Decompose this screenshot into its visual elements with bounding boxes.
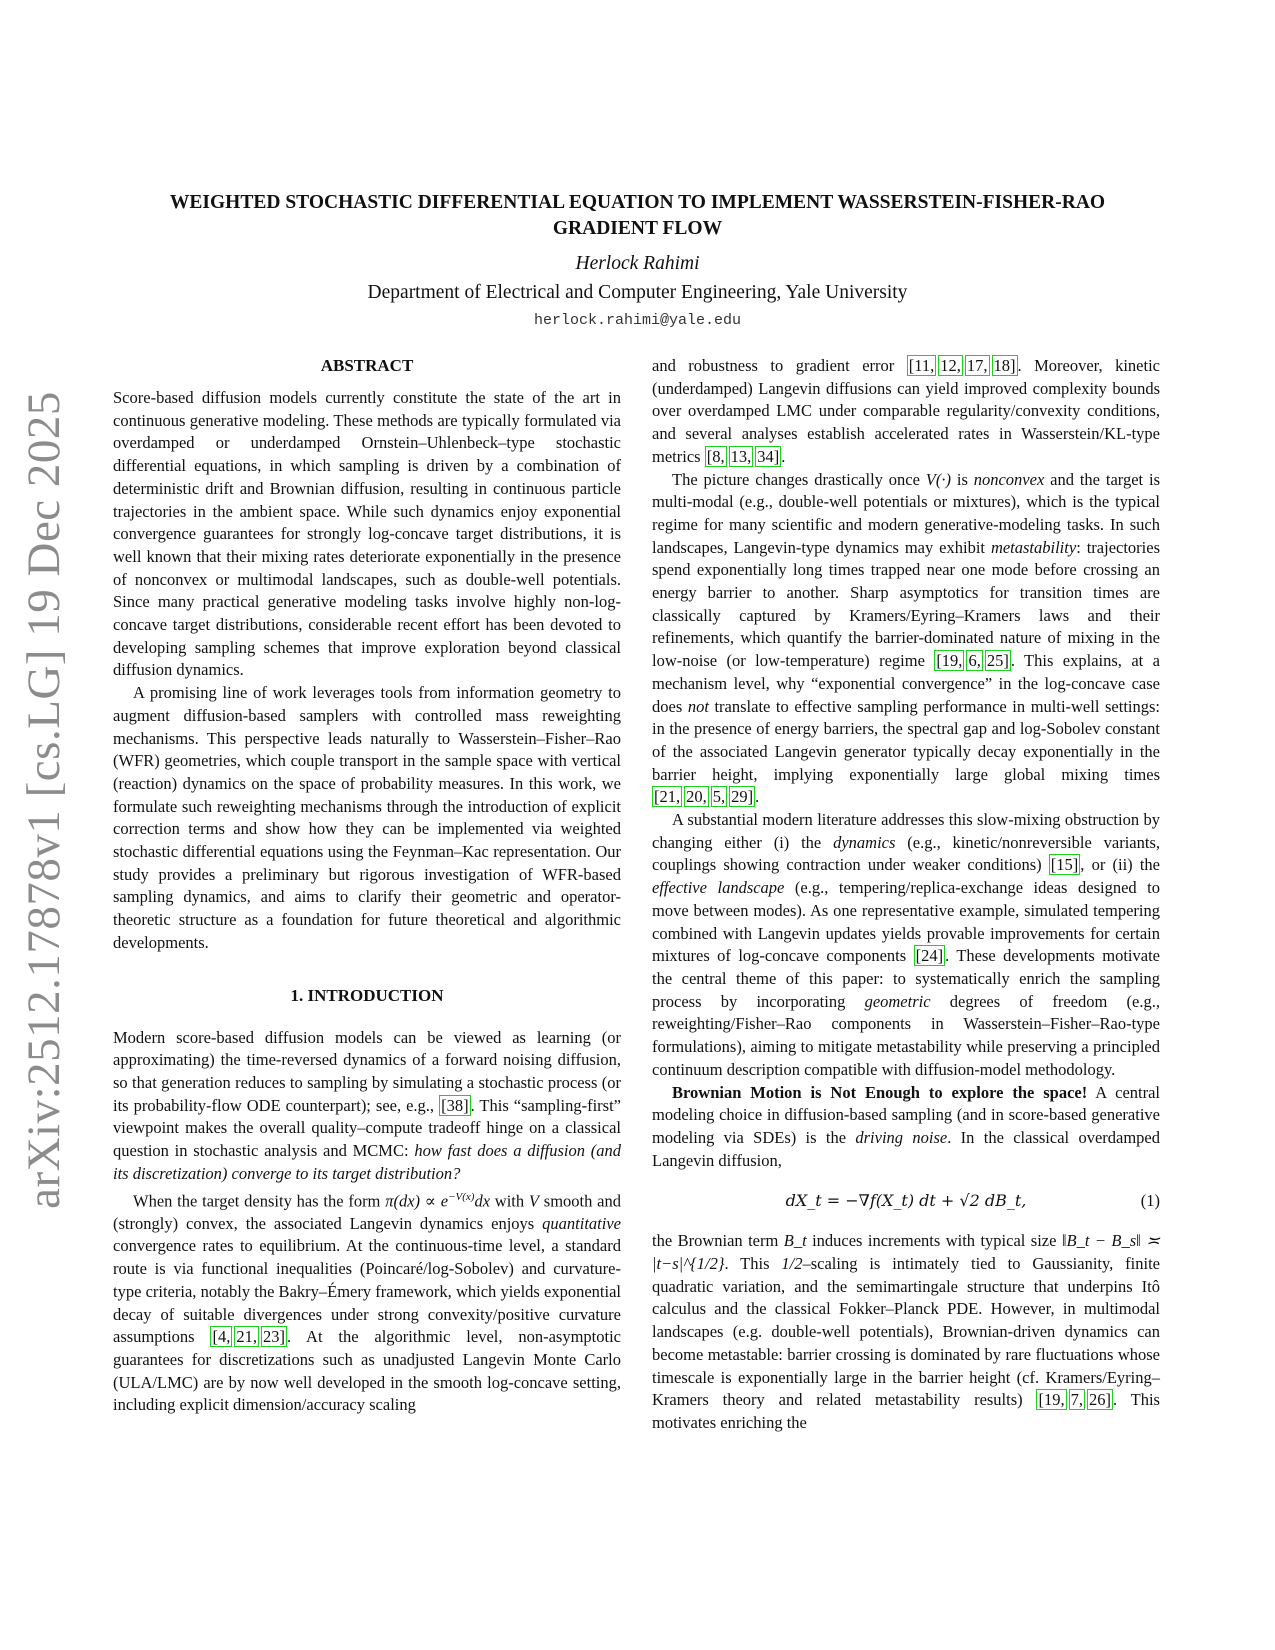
citation-link[interactable]: [11,	[908, 356, 935, 375]
inline-math: dx	[474, 1191, 491, 1210]
abstract-paragraph-1: Score-based diffusion models currently constitute the state of the art in continuous generative modeling. These methods are typically formulated via overdamped or underdamped Ornstein–Uhlenbeck–type stochastic differential equations, in which sampling is driven by a combination of deterministic drift and Brownian diffusion, resulting in continuous particle trajectories in the ambient space. While such dynamics enjoy exponential convergence guarantees for strongly log-concave target distributions, it is well known that their mixing rates deteriorate exponentially in the presence of nonconvex or multimodal landscapes, such as double-well potentials. Since many practical generative modeling tasks involve highly non-log-concave target distributions, considerable recent effort has been devoted to developing sampling schemes that improve exploration beyond classical diffusion dynamics.	[113, 388, 621, 680]
citation-link[interactable]: 25]	[986, 651, 1009, 671]
citation-link[interactable]: 13,	[730, 446, 752, 466]
text-span: A substantial modern literature addresses this slow-mixing obstruction by changing either (i) the	[652, 810, 1160, 852]
right-paragraph-3	[652, 1082, 1160, 1173]
citation-link[interactable]: [4,	[212, 1327, 231, 1347]
text-span: with	[490, 1191, 529, 1210]
text-span: convergence rates to equilibrium. At the continuous-time level, a standard route is via functional inequalities (Poincaré/log-Sobolev) and curvature-type criteria, notably the Bakry–Émery framework, which yields exponential decay of suitable divergences under strong convexity/positive curvature assumptions	[113, 1236, 621, 1347]
inline-math: B_t	[783, 1231, 807, 1251]
intro-paragraph-2	[113, 1186, 621, 1418]
citation-link[interactable]: 18]	[993, 356, 1016, 375]
emphasis: metastability	[990, 537, 1077, 557]
citation-link[interactable]: [15]	[1050, 855, 1079, 875]
right-paragraph-0	[652, 355, 1160, 469]
text-span: –scaling is intimately tied to Gaussianity, finite quadratic variation, and the semimartingale structure that underpins Itô calculus and the classical Fokker–Planck PDE. However, in multimodal landscapes (e.g. double-well potentials), Brownian-driven dynamics can become metastable: barrier crossing is dominated by rare fluctuations whose timescale is exponentially large in the barrier height (cf. Kramers/Eyring–Kramers theory and related metastability results)	[652, 1254, 1160, 1410]
text-span: : trajectories spend exponentially long times trapped near one mode before crossing an energy barrier to another. Sharp asymptotics for transition times are classically captured by Kramers/Eyring–Kramers laws and their refinements, which quantify the barrier-dominated nature of mixing in the low-noise (or low-temperature) regime	[652, 537, 1160, 671]
text-span: Modern score-based diffusion models can be viewed as learning (or approximating) the time-reversed dynamics of a forward noising diffusion, so that generation reduces to sampling by simulating a stochastic process (or its probability-flow ODE counterpart); see, e.g.,	[113, 1027, 621, 1115]
citation-link[interactable]: [38]	[441, 1095, 469, 1115]
text-span: is	[951, 469, 974, 489]
abstract-heading: ABSTRACT	[320, 356, 414, 375]
abstract-paragraph-2: A promising line of work leverages tools from information geometry to augment diffusion-based samplers with controlled mass reweighting mechanisms. This perspective leads naturally to Wasserstein–Fisher–Rao (WFR) geometries, which couple transport in the sample space with vertical (reaction) dynamics on the space of probability measures. In this work, we formulate such reweighting mechanisms through the introduction of explicit correction terms and show how they can be implemented via weighted stochastic differential equations using the Feynman–Kac representation. Our study provides a preliminary but rigorous investigation of WFR-based sampling dynamics, and aims to clarify their geometric and operator-theoretic structure as a foundation for future theoretical and algorithmic developments.	[113, 683, 621, 952]
text-span: .	[781, 446, 786, 466]
emphasis: quantitative	[542, 1213, 621, 1233]
text-span: (e.g., tempering/replica-exchange ideas designed to move between modes). As one representative example, simulated tempering combined with Langevin updates yields provable improvements for certain mixtures of log-concave components	[652, 878, 1161, 966]
text-span: A central modeling choice in diffusion-based sampling (and in score-based generative modeling via SDEs) is the	[652, 1082, 1161, 1147]
citation-link[interactable]: 34]	[757, 446, 780, 466]
text-span: . Moreover, kinetic (underdamped) Langevin diffusions can yield improved complexity bounds over overdamped LMC under comparable regularity/convexity conditions, and several analyses establish accelerated rates in Wasserstein/KL-type metrics	[652, 356, 1161, 466]
citation-link[interactable]: 21,	[236, 1327, 257, 1347]
paper-title: WEIGHTED STOCHASTIC DIFFERENTIAL EQUATION TO IMPLEMENT WASSERSTEIN-FISHER-RAO GRADIENT FLOW	[169, 192, 1106, 239]
citation-link[interactable]: 7,	[1070, 1390, 1083, 1410]
inline-math: π(dx) ∝ e	[385, 1191, 449, 1210]
author-email[interactable]: herlock.rahimi@yale.edu	[533, 312, 742, 329]
text-span: . In the classical overdamped Langevin diffusion,	[652, 1127, 1161, 1170]
emphasis: driving noise	[855, 1127, 948, 1147]
text-span: and the target is multi-modal (e.g., double-well potentials or mixtures), which is the typical regime for many scientific and modern generative-modeling tasks. In such landscapes, Langevin-type dynamics may exhibit	[652, 469, 1160, 557]
citation-link[interactable]: [19,	[936, 651, 963, 671]
research-question: how fast does a diffusion (and its discretization) converge to its target distribution?	[113, 1141, 621, 1183]
inline-math: V(·)	[925, 469, 951, 489]
right-paragraph-1	[652, 469, 1160, 810]
right-paragraph-4	[652, 1230, 1160, 1434]
citation-link[interactable]: 26]	[1088, 1390, 1111, 1410]
text-span: (e.g., kinetic/nonreversible variants, couplings showing contraction under weaker conditions)	[652, 832, 1160, 875]
equation-number: (1)	[1140, 1191, 1160, 1211]
text-span: The picture changes drastically once	[672, 469, 926, 489]
text-span: translate to effective sampling performance in multi-well settings: in the presence of energy barriers, the spectral gap and log-Sobolev constant of the associated Langevin generator typically decay exponentially in the barrier height, implying exponentially large global mixing times	[652, 696, 1160, 784]
equation-1	[652, 1188, 1160, 1214]
text-span: the Brownian term	[652, 1231, 784, 1251]
author-name: Herlock Rahimi	[575, 253, 700, 274]
paragraph-lead: Brownian Motion is Not Enough to explore the space!	[672, 1082, 1088, 1102]
text-span: degrees of freedom (e.g., reweighting/Fisher–Rao components in Wasserstein–Fisher–Rao-type formulations), aiming to mitigate metastability while preserving a principled continuum description compatible with diffusion-model methodology.	[652, 991, 1161, 1079]
citation-link[interactable]: 17,	[966, 356, 988, 375]
emphasis: not	[687, 696, 709, 716]
inline-math: V	[528, 1191, 540, 1210]
section-heading-introduction: 1. INTRODUCTION	[290, 985, 444, 1005]
arxiv-identifier-stamp: arXiv:2512.17878v1 [cs.LG] 19 Dec 2025	[18, 391, 70, 1209]
citation-link[interactable]: [19,	[1038, 1390, 1065, 1410]
citation-link[interactable]: [8,	[706, 446, 725, 466]
text-span: .	[755, 787, 760, 807]
text-span: smooth and (strongly) convex, the associated Langevin dynamics enjoys	[113, 1191, 621, 1233]
intro-paragraph-1	[113, 1027, 621, 1186]
citation-link[interactable]: 12,	[940, 356, 961, 375]
citation-link[interactable]: [21,	[654, 787, 681, 807]
text-span: and robustness to gradient error	[652, 356, 907, 375]
text-span: induces increments with typical size	[806, 1231, 1062, 1251]
text-span: , or (ii) the	[1080, 855, 1161, 875]
emphasis: effective landscape	[652, 878, 785, 898]
citation-link[interactable]: 6,	[968, 651, 981, 671]
text-span: . This explains, at a mechanism level, why “exponential convergence” in the log-concave case does	[652, 651, 1160, 716]
right-column	[652, 355, 1160, 1435]
text-span: . This	[724, 1254, 782, 1274]
text-span: . These developments motivate the central theme of this paper: to systematically enrich the sampling process by incorporating	[652, 946, 1160, 1011]
text-span: . This “sampling-first” viewpoint makes the overall quality–compute tradeoff hinge on a classical question in stochastic analysis and MCMC:	[113, 1095, 621, 1161]
right-paragraph-2	[652, 809, 1160, 1081]
emphasis: nonconvex	[973, 469, 1045, 489]
citation-link[interactable]: [24]	[915, 946, 944, 966]
citation-link[interactable]: 20,	[686, 787, 707, 807]
emphasis: dynamics	[833, 832, 896, 852]
citation-link[interactable]: 23]	[262, 1327, 285, 1347]
left-column	[113, 355, 621, 1417]
text-span: When the target density has the form	[133, 1191, 386, 1210]
citation-link[interactable]: 29]	[731, 787, 754, 807]
citation-link[interactable]: 5,	[712, 787, 726, 807]
inline-math: ‖B_t − B_s‖ ≍ |t−s|^{1/2}	[652, 1231, 1161, 1274]
equation-body: dX_t = −∇f(X_t) dt + √2 dB_t,	[785, 1191, 1027, 1211]
author-affiliation: Department of Electrical and Computer Engineering, Yale University	[367, 282, 908, 303]
inline-math: 1/2	[781, 1254, 803, 1274]
text-span: . This motivates enriching the	[652, 1390, 1160, 1432]
inline-math-superscript: −V(x)	[448, 1190, 475, 1203]
text-span: . At the algorithmic level, non-asymptotic guarantees for discretizations such as unadjusted Langevin Monte Carlo (ULA/LMC) are by now well developed in the smooth log-concave setting, including explicit dimension/accuracy scaling	[113, 1327, 621, 1415]
emphasis: geometric	[864, 991, 931, 1011]
